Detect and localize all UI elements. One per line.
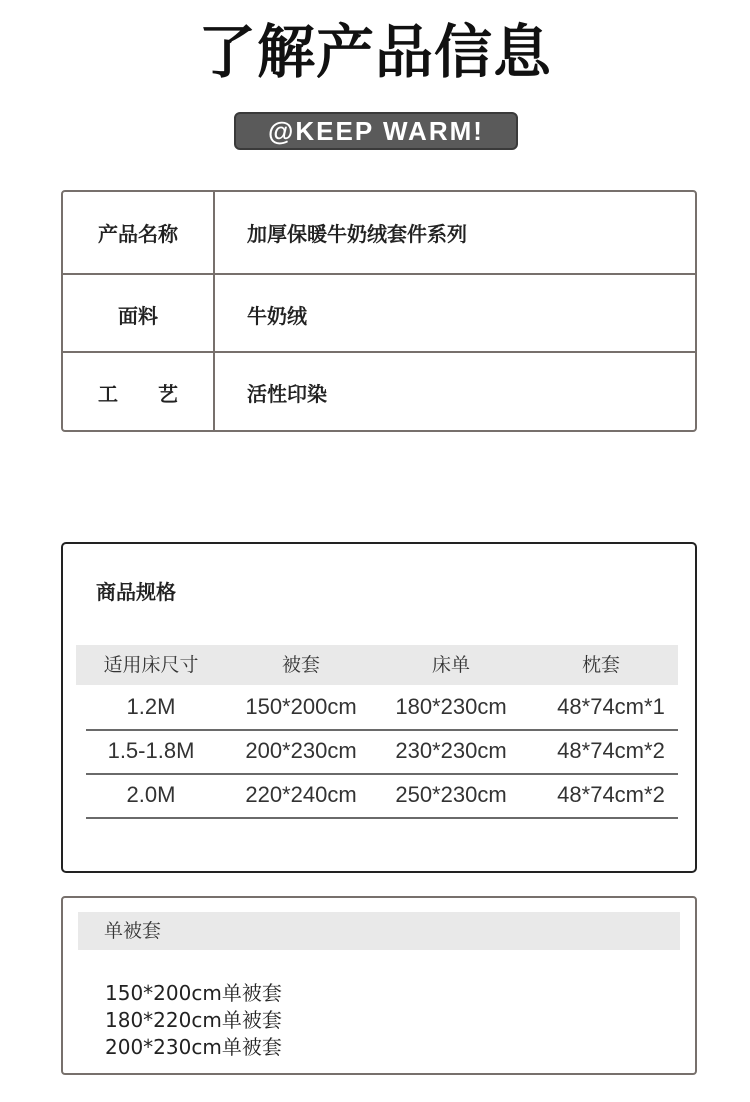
table-cell: 48*74cm*1 <box>557 694 665 719</box>
info-row-craft <box>63 351 695 432</box>
product-info-table <box>61 190 697 432</box>
duvet-panel <box>61 896 697 1075</box>
duvet-title: 单被套 <box>78 912 680 950</box>
info-row-fabric <box>63 273 695 353</box>
table-cell: 2.0M <box>126 782 176 807</box>
spec-panel <box>61 542 697 873</box>
table-cell: 220*240cm <box>245 782 357 807</box>
table-cell: 48*74cm*2 <box>557 782 665 807</box>
info-label: 面料 <box>63 275 215 353</box>
duvet-list <box>105 980 282 1061</box>
table-cell: 48*74cm*2 <box>557 738 665 763</box>
table-row <box>86 773 678 819</box>
list-item: 150*200cm单被套 <box>105 981 282 1005</box>
list-item: 180*220cm单被套 <box>105 1008 282 1032</box>
spec-header-duvet: 被套 <box>281 654 320 676</box>
spec-header-bed-size: 适用床尺寸 <box>103 654 199 676</box>
info-row-name <box>63 192 695 273</box>
keep-warm-badge: @KEEP WARM! <box>234 112 518 150</box>
table-cell: 180*230cm <box>395 694 507 719</box>
spec-header-pillowcase: 枕套 <box>581 654 620 676</box>
table-cell: 150*200cm <box>245 694 357 719</box>
page-title: 了解产品信息 <box>197 18 552 86</box>
table-row <box>86 685 678 731</box>
table-row <box>86 729 678 775</box>
table-cell: 1.2M <box>126 694 176 719</box>
table-cell: 1.5-1.8M <box>107 738 195 763</box>
table-cell: 250*230cm <box>395 782 507 807</box>
info-label: 工 艺 <box>63 353 215 432</box>
table-cell: 200*230cm <box>245 738 357 763</box>
spec-title: 商品规格 <box>96 580 176 604</box>
spec-header-sheet: 床单 <box>431 654 470 676</box>
spec-header-row <box>76 645 678 685</box>
info-label: 产品名称 <box>63 192 215 273</box>
info-value: 牛奶绒 <box>247 303 307 328</box>
info-value: 活性印染 <box>247 382 327 406</box>
info-value: 加厚保暖牛奶绒套件系列 <box>247 222 467 246</box>
table-cell: 230*230cm <box>395 738 507 763</box>
list-item: 200*230cm单被套 <box>105 1035 282 1059</box>
